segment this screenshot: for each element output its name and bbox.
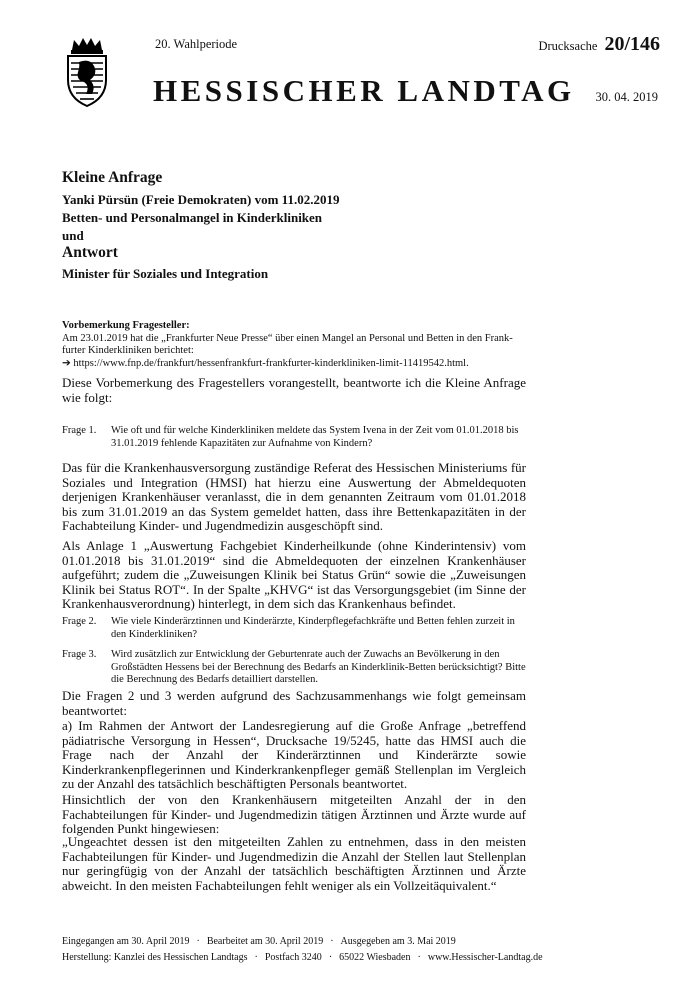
landtag-title: HESSISCHER LANDTAG <box>153 73 575 108</box>
hessen-crest-logo <box>62 36 112 108</box>
doc-author: Yanki Pürsün (Freie Demokraten) vom 11.02.2019 <box>62 192 340 207</box>
drucksache-number: 20/146 <box>604 33 660 55</box>
doc-minister: Minister für Soziales und Integration <box>62 266 269 281</box>
answer-1-paragraph-2: Als Anlage 1 „Auswertung Fachgebiet Kinderheilkunde (ohne Kinderintensiv) vom 01.01.2018 bis 31.01.2019“ sind die Abmeldequoten der einzelnen Krankenhäuser aufgeführt; zudem die „Zuweisungen Klinik bei Status Grün“ sowie die „Zuweisungen Klinik bei Status ROT“. In der Spalte „KHVG“ ist das Versorgungsgebiet (im Sinne der Krankenhausverordnung) hinterlegt, in dem sich das Krankenhaus befindet. <box>62 538 526 612</box>
footer-ort: 65022 Wiesbaden <box>339 952 411 963</box>
vorbemerkung-link: ➔ https://www.fnp.de/frankfurt/hessenfrankfurt-frankfurter-kinderkliniken-limit-11419542.html. <box>62 357 469 369</box>
footer-eingegangen: Eingegangen am 30. April 2019 <box>62 936 190 947</box>
doc-subject: Betten- und Personalmangel in Kinderkliniken <box>62 210 323 225</box>
vorbemerkung-line-1: Am 23.01.2019 hat die „Frankfurter Neue Presse“ über einen Mangel an Personal und Betten in den Frank- <box>62 332 513 344</box>
frage-1-label: Frage 1. <box>62 425 97 436</box>
answer-23-paragraph-2: a) Im Rahmen der Antwort der Landesregierung auf die Große Anfrage „betreffend pädiatrische Versorgung in Hessen“, Drucksache 19/5245, hatte das HMSI auch die Frage nach der Anzahl der Kinderärztinnen und Kinderärzte sowie Kinderkrankenpflegerinnen und Kinderkrankenpfleger gemäß Stellenplan im Vergleich zu der Anzahl des tatsächlich beschäftigten Personals beantwortet. <box>62 718 526 792</box>
vorbemerkung-line-2: furter Kinderkliniken berichtet: <box>62 345 194 356</box>
footer-website: www.Hessischer-Landtag.de <box>427 952 543 963</box>
answer-23-quote: „Ungeachtet dessen ist den mitgeteilten Zahlen zu entnehmen, dass in den meisten Fachabteilungen für Kinder- und Jugendmedizin die Anzahl der Stellen laut Stellenplan nur geringfügig von der Anzahl der tatsächlich beschäftigten Ärztinnen und Ärzte abweicht. In den meisten Fachabteilungen fehlt weniger als ein Vollzeitäquivalent.“ <box>62 834 526 893</box>
footer-herstellung: Herstellung: Kanzlei des Hessischen Landtags <box>62 952 248 963</box>
footer-separator: · <box>328 952 333 963</box>
drucksache <box>538 33 660 56</box>
footer-separator: · <box>196 936 200 947</box>
footer-postfach: Postfach 3240 <box>264 952 322 963</box>
drucksache-label: Drucksache <box>538 39 598 53</box>
footer-ausgegeben: Ausgegeben am 3. Mai 2019 <box>340 936 456 947</box>
frage-3-label: Frage 3. <box>62 649 97 660</box>
frage-2-text: Wie viele Kinderärztinnen und Kinderärzte, Kinderpflegefachkräfte und Betten fehlen zurzeit in den Kinderkliniken? <box>111 616 515 640</box>
doc-antwort: Antwort <box>62 244 118 261</box>
wahlperiode: 20. Wahlperiode <box>155 37 238 51</box>
footer-publisher <box>62 952 543 963</box>
footer-separator: · <box>254 952 258 963</box>
answer-1-paragraph-1: Das für die Krankenhausversorgung zuständige Referat des Hessischen Ministeriums für Soziales und Integration (HMSI) hat hierzu eine Auswertung der Abmeldequoten derjenigen Krankenhäuser veranlasst, die in dem genannten Zeitraum vom 01.01.2018 bis zum 31.01.2019 an das System gemeldet hatten, dass ihre Bettenkapazitäten in der Fachabteilung Kinder- und Jugendmedizin ausgeschöpft sind. <box>62 460 526 534</box>
intro-paragraph: Diese Vorbemerkung des Fragestellers vorangestellt, beantworte ich die Kleine Anfrage wie folgt: <box>62 375 526 405</box>
doc-und: und <box>62 228 84 243</box>
doc-type: Kleine Anfrage <box>62 169 163 186</box>
answer-23-paragraph-1: Die Fragen 2 und 3 werden aufgrund des Sachzusammenhangs wie folgt gemeinsam beantwortet: <box>62 688 526 718</box>
frage-1-text: Wie oft und für welche Kinderkliniken meldete das System Ivena in der Zeit vom 01.01.2018 bis 31.01.2019 fehlende Kapazitäten zur Aufnahme von Kindern? <box>111 425 519 449</box>
answer-23-paragraph-3: Hinsichtlich der von den Krankenhäusern mitgeteilten Anzahl der in den Fachabteilungen für Kinder- und Jugendmedizin tätigen Ärztinnen und Ärzte wurde auf folgenden Punkt hingewiesen: <box>62 792 526 837</box>
vorbemerkung-heading: Vorbemerkung Fragesteller: <box>62 320 190 331</box>
footer-bearbeitet: Bearbeitet am 30. April 2019 <box>206 936 324 947</box>
vorbemerkung <box>62 320 526 370</box>
frage-2-label: Frage 2. <box>62 616 97 627</box>
document-date: 30. 04. 2019 <box>595 90 658 104</box>
footer-separator: · <box>330 936 334 947</box>
footer-separator: · <box>417 952 421 963</box>
frage-3-text: Wird zusätzlich zur Entwicklung der Geburtenrate auch der Zuwachs an Bevölkerung in den Großstädten Hessens bei der Berechnung des Bedarfs an Kinderklinik-Betten berücksichtigt? Bitte die Berechnung des Bedarfs detailliert darstellen. <box>111 649 526 685</box>
footer-dates <box>62 936 456 947</box>
